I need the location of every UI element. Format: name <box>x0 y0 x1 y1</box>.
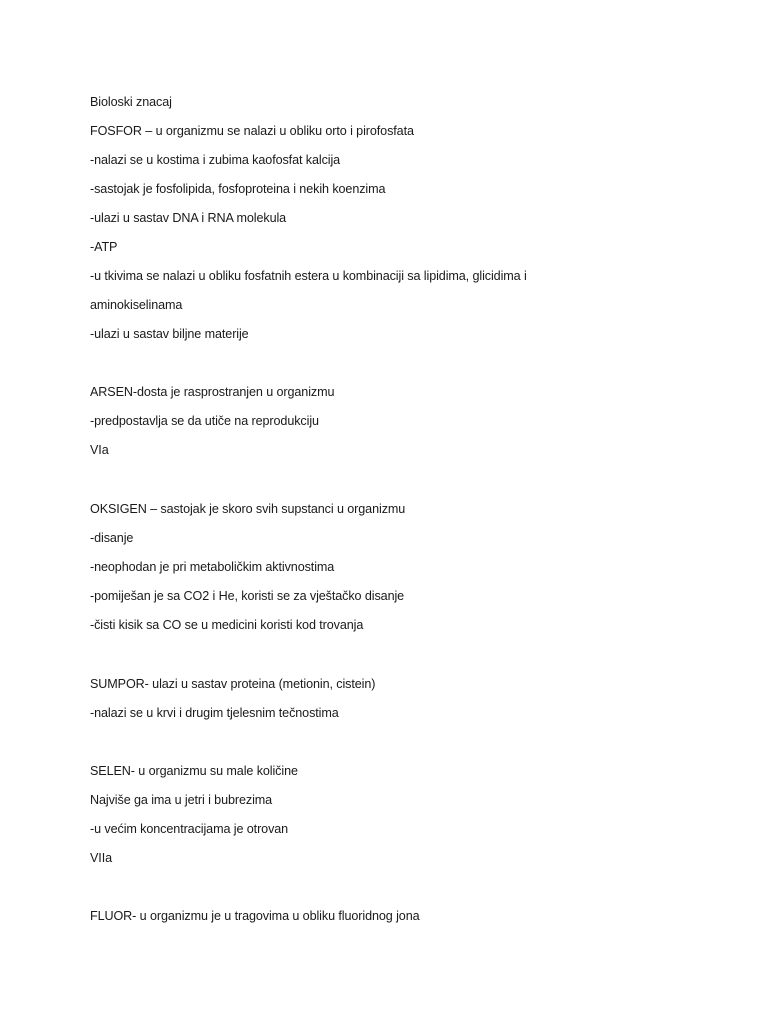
group-heading-viia: VIIa <box>90 851 113 865</box>
selenium-intro: SELEN- u organizmu su male količine <box>90 764 298 778</box>
oxygen-intro: OKSIGEN – sastojak je skoro svih supstanci u organizmu <box>90 502 406 516</box>
phosphorus-intro: FOSFOR – u organizmu se nalazi u obliku orto i pirofosfata <box>90 124 414 138</box>
oxygen-point-artificial-breathing: -pomiješan je sa CO2 i He, koristi se za vještačko disanje <box>90 589 405 603</box>
arsenic-intro: ARSEN-dosta je rasprostranjen u organizmu <box>90 385 335 399</box>
phosphorus-point-phospholipids: -sastojak je fosfolipida, fosfoproteina i nekih koenzima <box>90 182 386 196</box>
phosphorus-point-tissues-cont: aminokiselinama <box>90 298 183 312</box>
group-heading-via: VIa <box>90 443 109 457</box>
sulfur-intro: SUMPOR- ulazi u sastav proteina (metionin, cistein) <box>90 677 376 691</box>
heading-biological-significance: Bioloski znacaj <box>90 95 172 109</box>
phosphorus-point-tissues: -u tkivima se nalazi u obliku fosfatnih estera u kombinaciji sa lipidima, glicidima i <box>90 269 527 283</box>
oxygen-point-poisoning: -čisti kisik sa CO se u medicini koristi kod trovanja <box>90 618 364 632</box>
oxygen-point-breathing: -disanje <box>90 531 134 545</box>
fluorine-intro: FLUOR- u organizmu je u tragovima u obliku fluoridnog jona <box>90 909 420 923</box>
sulfur-point-blood: -nalazi se u krvi i drugim tjelesnim tečnostima <box>90 706 339 720</box>
selenium-point-liver-kidneys: Najviše ga ima u jetri i bubrezima <box>90 793 273 807</box>
phosphorus-point-plants: -ulazi u sastav biljne materije <box>90 327 249 341</box>
phosphorus-point-atp: -ATP <box>90 240 118 254</box>
arsenic-point-reproduction: -predpostavlja se da utiče na reprodukciju <box>90 414 319 428</box>
phosphorus-point-dna-rna: -ulazi u sastav DNA i RNA molekula <box>90 211 287 225</box>
oxygen-point-metabolic: -neophodan je pri metaboličkim aktivnostima <box>90 560 335 574</box>
phosphorus-point-bones: -nalazi se u kostima i zubima kaofosfat kalcija <box>90 153 341 167</box>
selenium-point-toxic: -u većim koncentracijama je otrovan <box>90 822 289 836</box>
